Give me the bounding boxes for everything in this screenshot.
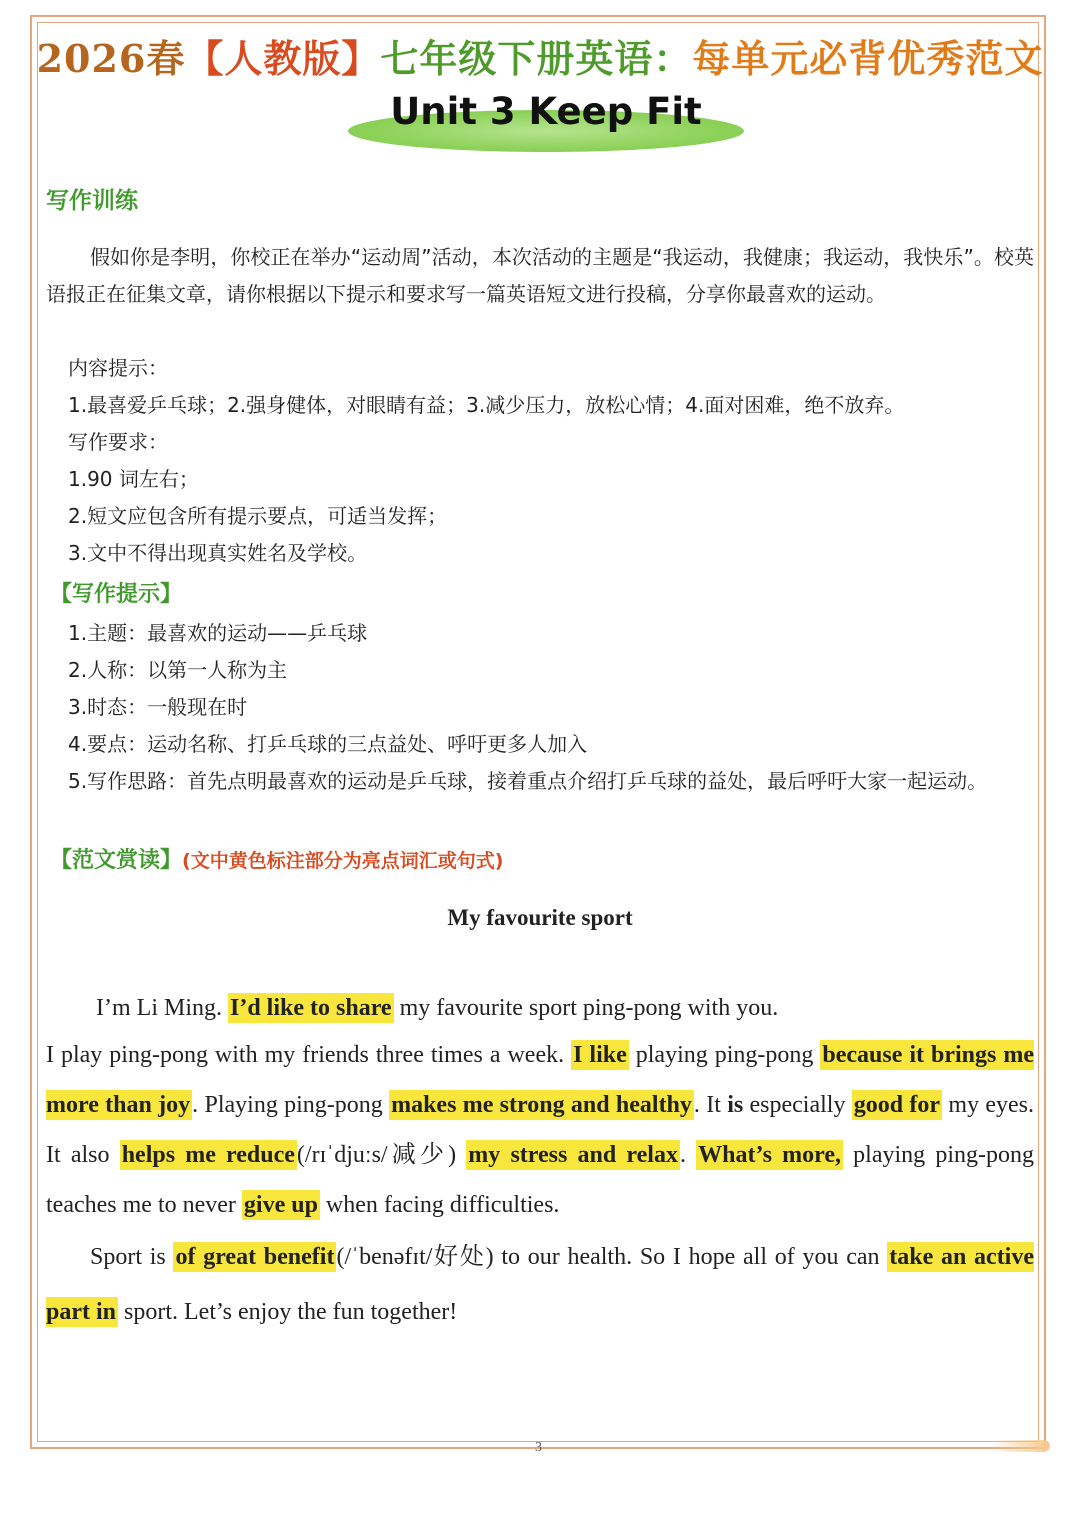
highlight-phrase: I’d like to share [230,995,392,1021]
essay-text: (/rɪˈdjuːs/减少) [296,1142,467,1168]
essay-text: playing ping-pong [628,1042,821,1068]
requirement-label: 写作要求： [68,430,168,454]
highlight-phrase: What’s more, [698,1142,841,1168]
content-items: 1.最喜爱乒乓球；2.强身健体，对眼睛有益；3.减少压力，放松心情；4.面对困难，绝不放弃。 [68,393,905,417]
highlight-phrase: take an active part in [46,1244,1035,1325]
essay-title: My favourite sport [447,905,633,930]
title-subtitle: 每单元必背优秀范文 [692,36,1044,81]
model-heading-row [50,842,503,880]
essay-text: my eyes. It also [46,1092,1035,1168]
essay-text: my favourite sport ping-pong with you. [393,995,779,1021]
requirement-item: 2.短文应包含所有提示要点，可适当发挥； [68,504,448,528]
page-title [0,28,1080,83]
model-note: (文中黄色标注部分为亮点词汇或句式) [182,850,504,872]
highlight-phrase: makes me strong and healthy [391,1092,692,1118]
essay-text: Sport is [90,1244,174,1270]
tip-item: 2.人称：以第一人称为主 [68,658,288,682]
unit-banner [348,90,744,154]
tips-heading: 【写作提示】 [50,582,183,607]
highlight-phrase: good for [853,1092,941,1118]
writing-heading: 写作训练 [46,188,138,214]
tip-item: 1.主题：最喜欢的运动——乒乓球 [68,621,368,645]
requirement-item: 1.90 词左右； [68,467,199,491]
tip-item: 3.时态：一般现在时 [68,695,248,719]
essay-text: . It [693,1092,728,1118]
essay-text: . [679,1142,697,1168]
essay-text: especially [743,1092,852,1118]
essay-text: sport. Let’s enjoy the fun together! [118,1299,458,1325]
tip-item: 5.写作思路：首先点明最喜欢的运动是乒乓球，接着重点介绍打乒乓球的益处，最后呼吁大家一起运动。 [68,769,988,793]
requirement-item: 3.文中不得出现真实姓名及学校。 [68,541,368,565]
content-label: 内容提示： [68,356,168,380]
essay-text: I play ping-pong with my friends three times a week. [46,1042,572,1068]
essay-paragraph-1 [46,990,1034,1026]
title-edition: 【人教版】 [185,36,381,81]
page-number: 3 [535,1440,542,1455]
essay-text: I’m Li Ming. [96,995,228,1021]
highlight-phrase: give up [243,1192,318,1218]
highlight-phrase: of great benefit [175,1244,335,1270]
model-heading: 【范文赏读】 [50,848,183,873]
title-grade: 七年级下册英语： [380,36,693,81]
unit-title: Unit 3 Keep Fit [390,90,702,133]
essay-paragraph-2 [46,1030,1034,1230]
essay-text: playing ping-pong teaches me to never [46,1142,1034,1218]
highlight-phrase: helps me reduce [121,1142,295,1168]
highlight-phrase: I like [573,1042,627,1068]
essay-paragraph-3 [46,1230,1034,1340]
highlight-phrase: my stress and relax [468,1142,678,1168]
essay-text: (/ˈbenəfɪt/好处) to our health. So I hope all of you can [336,1244,888,1270]
essay-text: when facing difficulties. [319,1192,560,1218]
title-year: 2026春 [36,36,186,81]
corner-decoration [990,1440,1050,1452]
highlight-phrase: because it brings me more than joy [46,1042,1035,1118]
essay-bold-text: is [727,1092,744,1118]
essay-text: . Playing ping-pong [192,1092,390,1118]
writing-prompt: 假如你是李明，你校正在举办“运动周”活动，本次活动的主题是“我运动，我健康；我运动，我快乐”。校英语报正在征集文章，请你根据以下提示和要求写一篇英语短文进行投稿，分享你最喜欢的运动。 [46,245,1034,306]
tip-item: 4.要点：运动名称、打乒乓球的三点益处、呼吁更多人加入 [68,732,588,756]
